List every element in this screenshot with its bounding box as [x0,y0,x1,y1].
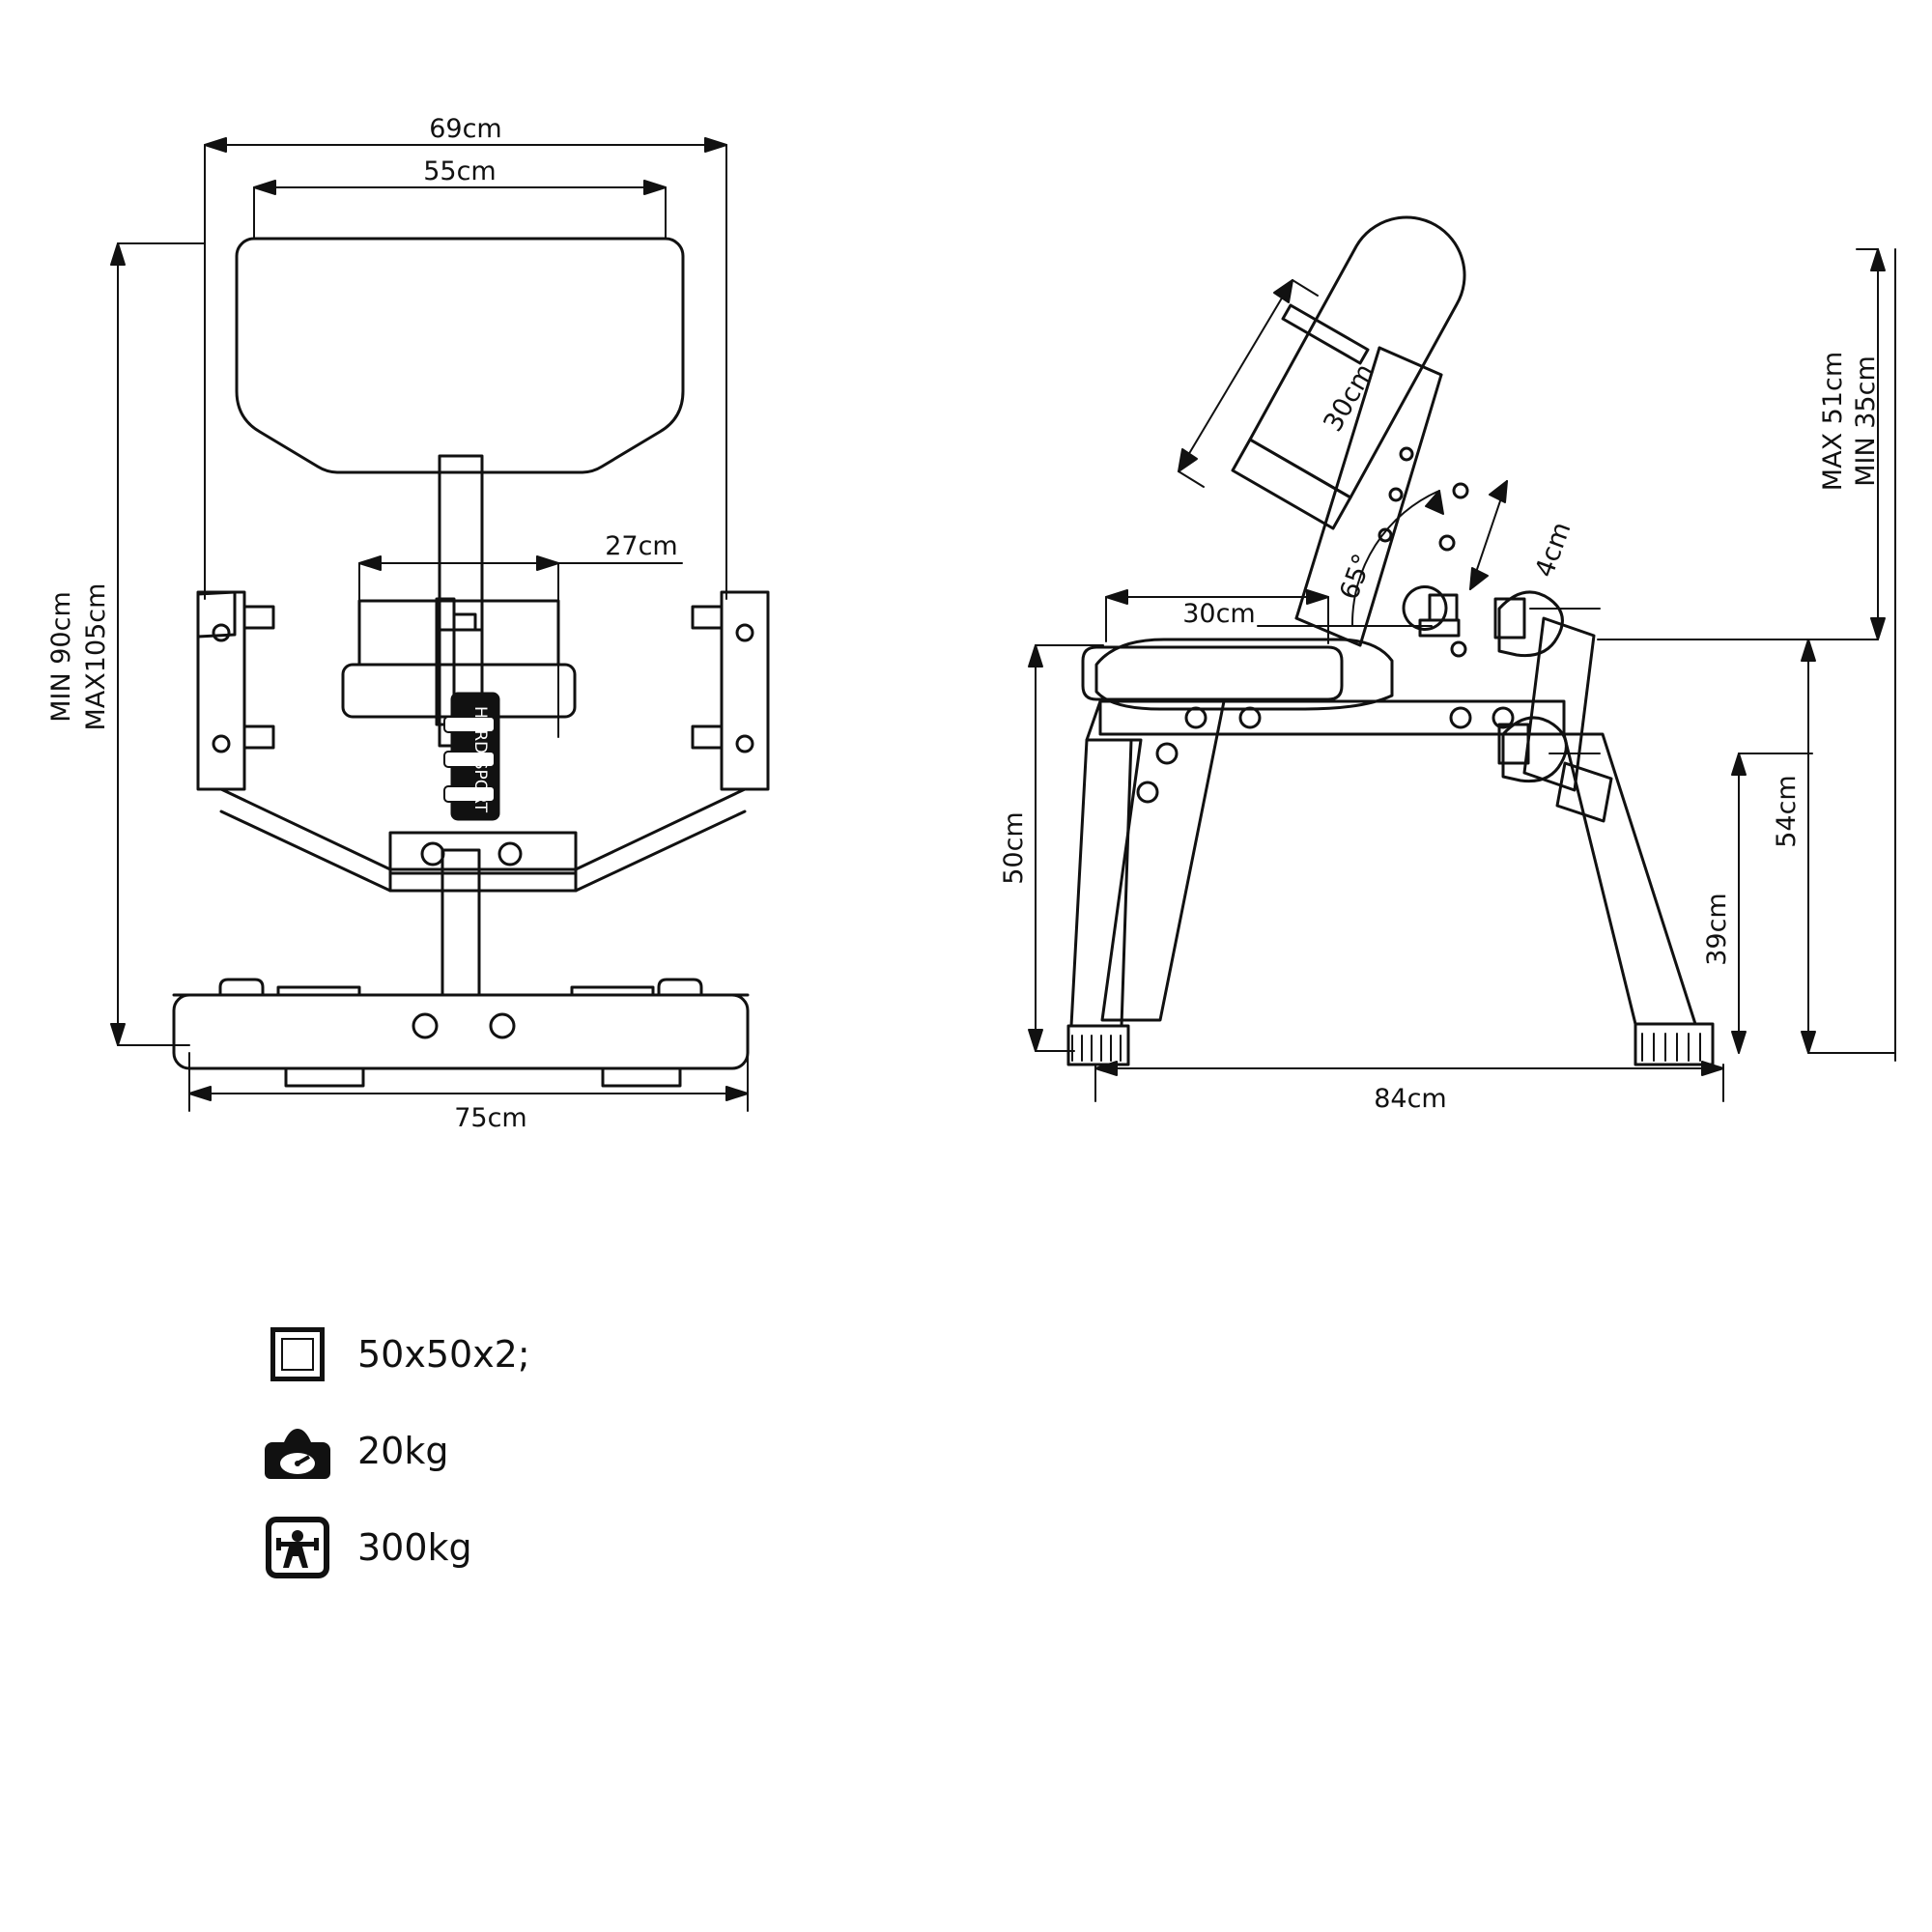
right-upright [722,592,768,789]
hub-bolt-right [499,843,521,865]
left-leg-upper-edge [221,789,390,869]
label-55cm: 55cm [423,156,497,186]
rail-hole-1 [1401,448,1412,460]
brand-label: HARD SPORT [470,705,490,813]
base-plate-right [572,987,653,995]
base-left-cap [174,980,263,995]
label-backpad-30cm: 30cm [1318,358,1380,438]
label-75cm: 75cm [454,1103,527,1133]
front-foot-tread [1072,1036,1121,1061]
right-upright-bolt-top [737,625,753,640]
lower-hook [1503,718,1566,781]
max-user-load-glyph [266,1517,329,1578]
label-min-35cm: MIN 35cm [1851,355,1881,487]
seat-pad-side [1083,647,1342,699]
spec-label-tube: 50x50x2; [357,1333,530,1376]
side-view-dimensions [1029,249,1895,1101]
hub-bolt-left [422,843,443,865]
front-foot [1068,1026,1128,1065]
left-arm-bracket-bottom [244,726,273,748]
label-max-105cm: MAX105cm [81,582,111,731]
back-pad-base-side [1233,440,1350,528]
label-4cm: 4cm [1529,518,1577,582]
base-bolt-left [413,1014,437,1037]
scale-weight-glyph [263,1421,332,1481]
dimension-labels [46,114,1881,1133]
frame-bolt-a [1186,708,1206,727]
spec-row-weight [263,1420,530,1482]
bracket-hole-base [1452,642,1465,656]
side-view-group [1068,217,1713,1065]
label-max-51cm: MAX 51cm [1818,351,1848,492]
base-bar [174,995,748,1068]
hub-plate [390,833,576,873]
frame-bolt-c [1451,708,1470,727]
max-user-load-icon [263,1517,332,1578]
knob-head [1404,587,1446,630]
left-upright [198,592,244,789]
label-54cm: 54cm [1772,775,1802,848]
back-pad-front [237,239,683,472]
frame-bolt-b [1240,708,1260,727]
label-angle-65: 65° [1334,550,1378,604]
label-seat-30cm: 30cm [1182,599,1256,629]
base-foot-right [603,1068,680,1086]
front-view-group [174,239,768,1086]
label-min-90cm: MIN 90cm [46,591,76,723]
base-foot-left [286,1068,363,1086]
spec-legend [263,1323,530,1613]
bracket-hole-upper [1454,484,1467,497]
label-84cm: 84cm [1374,1084,1447,1114]
label-27cm: 27cm [605,531,678,561]
left-leg-lower-edge [221,811,390,891]
label-50cm: 50cm [999,811,1029,885]
spec-row-load [263,1517,530,1578]
rear-leg [1564,734,1695,1024]
brand-label-group [470,706,490,813]
seat-bracket [359,601,558,665]
base-bolt-right [491,1014,514,1037]
base-plate-left [278,987,359,995]
square-tube-icon [263,1323,332,1385]
gusset-bolt-a [1157,744,1177,763]
rear-foot-tread [1642,1034,1700,1061]
left-arm-bracket-top [244,607,273,628]
right-arm-bracket-bottom [693,726,722,748]
center-post-upper [440,456,482,630]
label-39cm: 39cm [1702,893,1732,966]
upper-hook [1499,592,1562,656]
right-arm-bracket-top [693,607,722,628]
spec-row-tube [263,1323,530,1385]
left-upright-bolt-top [213,625,229,640]
front-view-dimensions [111,138,748,1111]
front-leg-gusset [1087,701,1224,1020]
spec-label-load: 300kg [357,1526,472,1569]
left-upright-bolt-bottom [213,736,229,752]
scale-weight-icon [263,1420,332,1482]
right-upright-bolt-bottom [737,736,753,752]
bracket-hole-lower [1440,536,1454,550]
back-pad-side [1250,217,1464,497]
right-leg-upper-edge [576,789,745,869]
right-leg-lower-edge [576,811,745,891]
label-69cm: 69cm [429,114,502,144]
adjust-pin [454,614,475,630]
spec-label-weight: 20kg [357,1430,449,1472]
gusset-bolt-b [1138,782,1157,802]
base-right-cap [659,980,748,995]
rail-hole-2 [1390,489,1402,500]
